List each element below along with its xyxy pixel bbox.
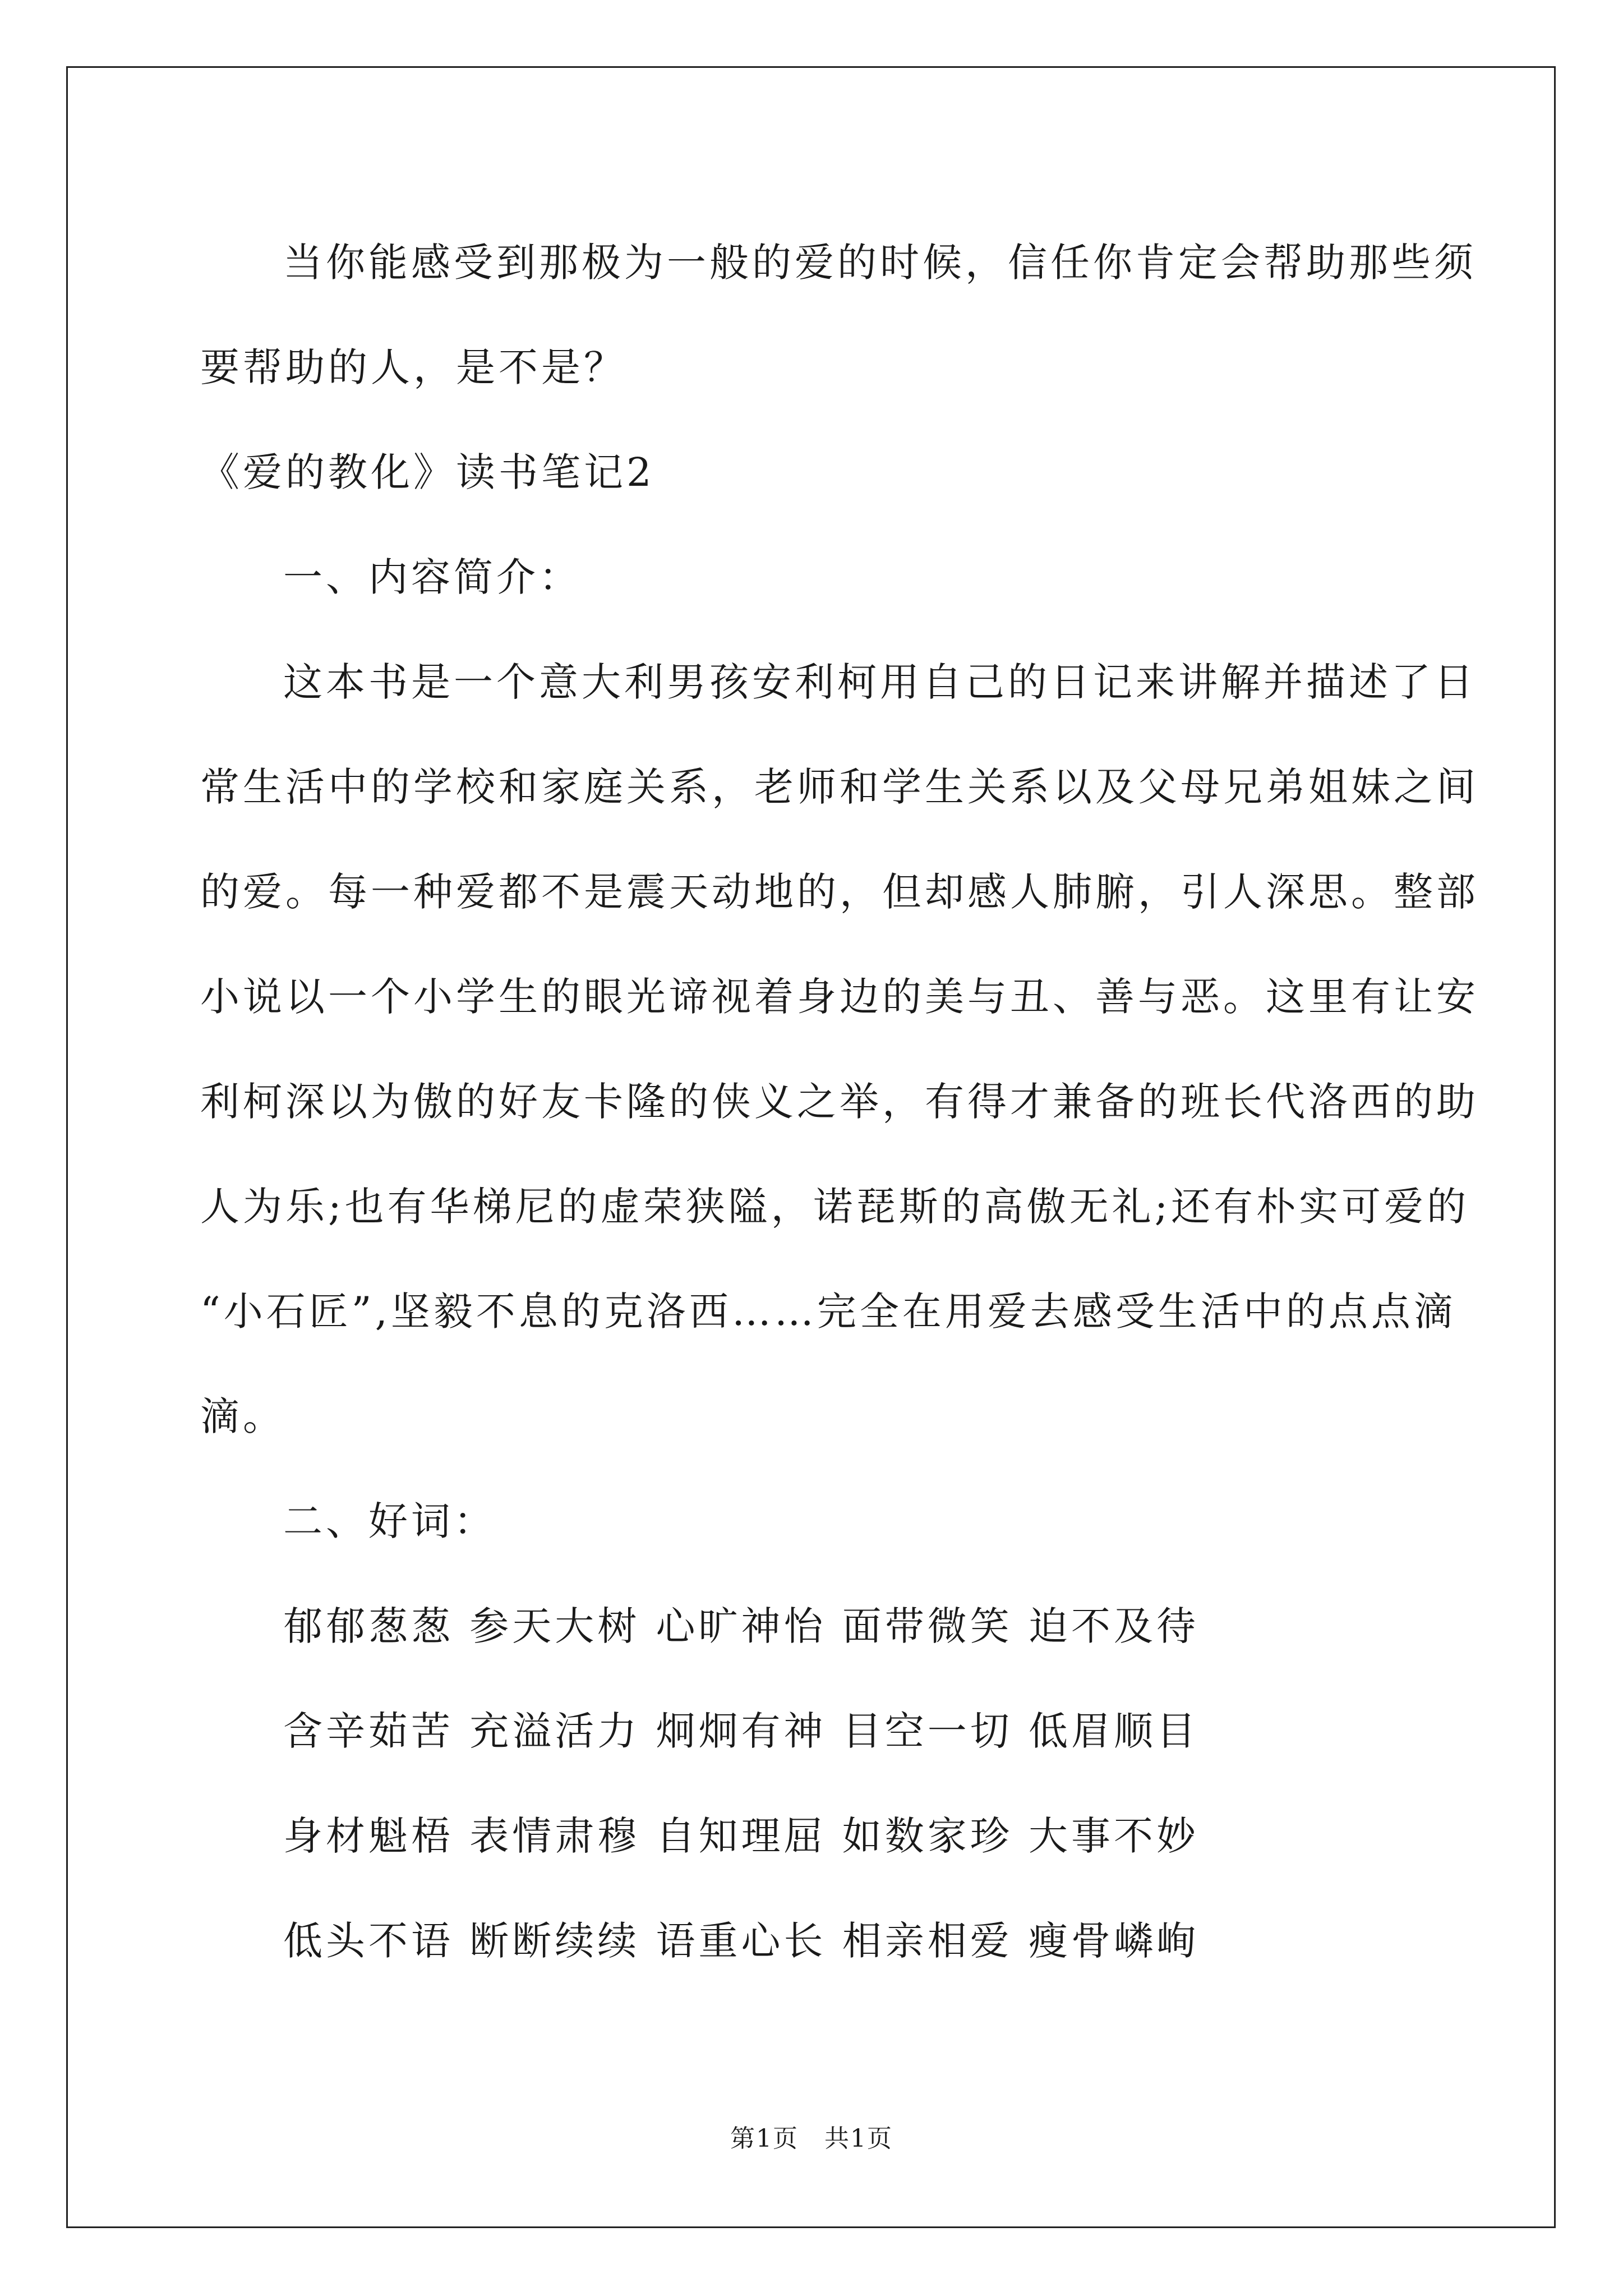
paragraph-line: 要帮助的人，是不是？ bbox=[200, 344, 626, 390]
word-list-line: 低头不语 断断续续 语重心长 相亲相爱 瘦骨嶙峋 bbox=[283, 1918, 1200, 1964]
word-list-line: 郁郁葱葱 参天大树 心旷神怡 面带微笑 迫不及待 bbox=[283, 1603, 1200, 1649]
section-heading: 二、好词： bbox=[283, 1498, 496, 1544]
paragraph-line: 常生活中的学校和家庭关系，老师和学生关系以及父母兄弟姐妹之间 bbox=[200, 764, 1479, 810]
section-title: 《爱的教化》读书笔记2 bbox=[200, 449, 655, 495]
paragraph-line: 滴。 bbox=[200, 1393, 285, 1439]
paragraph-line: 小说以一个小学生的眼光谛视着身边的美与丑、善与恶。这里有让安 bbox=[200, 974, 1479, 1020]
paragraph-line: 利柯深以为傲的好友卡隆的侠义之举，有得才兼备的班长代洛西的助 bbox=[200, 1079, 1479, 1125]
paragraph-line: 人为乐;也有华梯尼的虚荣狭隘，诺琵斯的高傲无礼;还有朴实可爱的 bbox=[200, 1184, 1470, 1230]
word-list-line: 含辛茹苦 充溢活力 炯炯有神 目空一切 低眉顺目 bbox=[283, 1708, 1200, 1754]
document-body bbox=[200, 210, 1479, 1994]
paragraph-line: 的爱。每一种爱都不是震天动地的，但却感人肺腑，引人深思。整部 bbox=[200, 869, 1479, 915]
word-list-line: 身材魁梧 表情肃穆 自知理屈 如数家珍 大事不妙 bbox=[283, 1813, 1200, 1859]
page-number: 第1页 共1页 bbox=[730, 2124, 893, 2153]
paragraph-line: 这本书是一个意大利男孩安利柯用自己的日记来讲解并描述了日 bbox=[283, 659, 1477, 705]
section-heading: 一、内容简介： bbox=[283, 554, 582, 600]
paragraph-line: “小石匠”,坚毅不息的克洛西……完全在用爱去感受生活中的点点滴 bbox=[200, 1289, 1456, 1335]
paragraph-line: 当你能感受到那极为一般的爱的时候，信任你肯定会帮助那些须 bbox=[283, 240, 1477, 286]
